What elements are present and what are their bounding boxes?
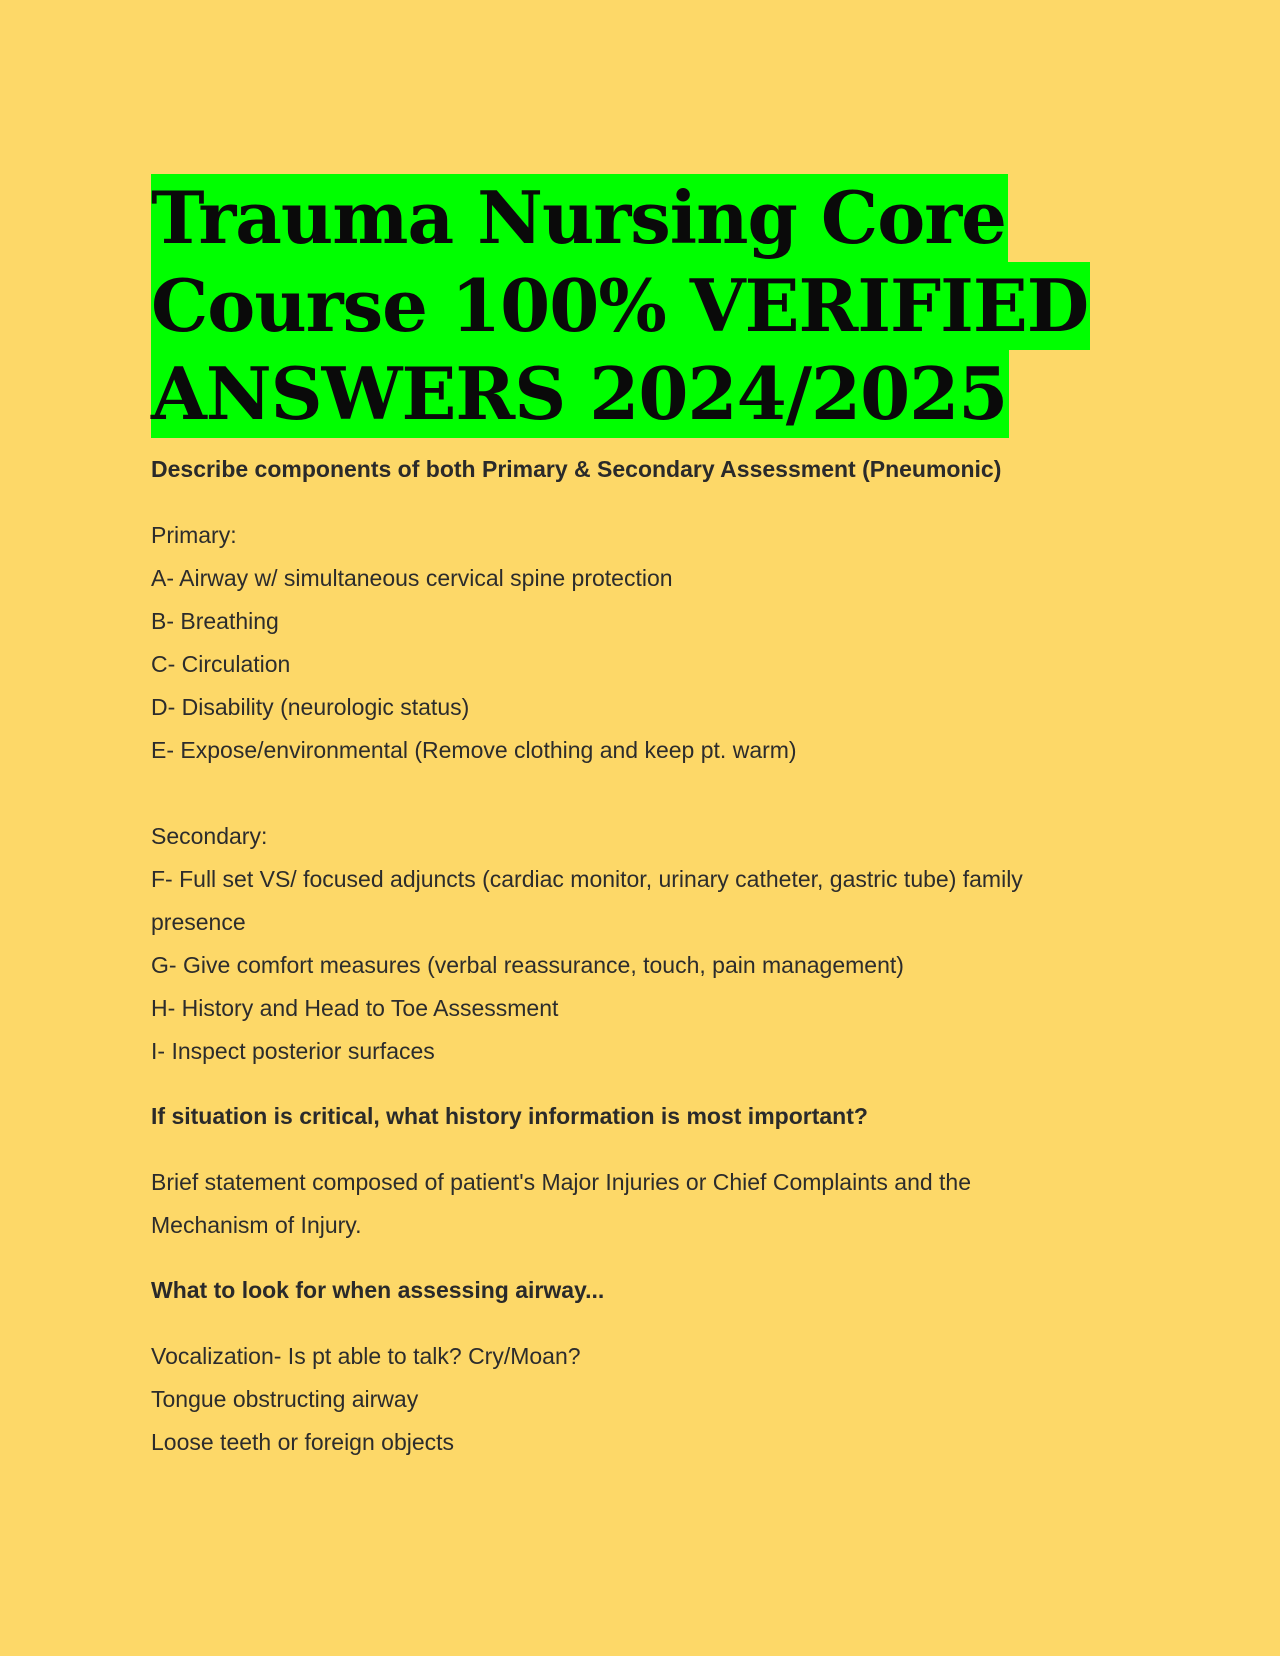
answer-1-line-10: presence	[151, 909, 246, 935]
title-line-2: Course 100% VERIFIED	[151, 263, 1089, 348]
answer-1-line-11: G- Give comfort measures (verbal reassurance, touch, pain management)	[151, 952, 904, 978]
answer-3	[151, 1335, 1131, 1464]
answer-1-line-3: B- Breathing	[151, 608, 279, 634]
answer-1-line-8: Secondary:	[151, 823, 268, 849]
answer-1-line-12: H- History and Head to Toe Assessment	[151, 995, 559, 1021]
title-line-3: ANSWERS 2024/2025	[151, 351, 1008, 436]
answer-1-line-1: Primary:	[151, 522, 237, 548]
answer-1-line-6: E- Expose/environmental (Remove clothing and keep pt. warm)	[151, 737, 797, 763]
title-line-1: Trauma Nursing Core	[151, 175, 1006, 260]
answer-2-line-1: Brief statement composed of patient's Major Injuries or Chief Complaints and the	[151, 1169, 972, 1195]
answer-3-line-1: Vocalization- Is pt able to talk? Cry/Moan?	[151, 1343, 581, 1369]
answer-1-line-9: F- Full set VS/ focused adjuncts (cardiac monitor, urinary catheter, gastric tube) family	[151, 866, 1023, 892]
answer-1-line-4: C- Circulation	[151, 651, 291, 677]
document-title	[151, 174, 1131, 438]
answer-1-line-13: I- Inspect posterior surfaces	[151, 1038, 435, 1064]
answer-1-line-5: D- Disability (neurologic status)	[151, 694, 470, 720]
answer-3-line-2: Tongue obstructing airway	[151, 1386, 419, 1412]
document-page	[151, 174, 1131, 1464]
answer-1-line-2: A- Airway w/ simultaneous cervical spine protection	[151, 565, 673, 591]
question-3: What to look for when assessing airway...	[151, 1277, 605, 1303]
answer-1	[151, 514, 1131, 1073]
answer-3-line-3: Loose teeth or foreign objects	[151, 1429, 455, 1455]
answer-2-line-2: Mechanism of Injury.	[151, 1212, 362, 1238]
question-2: If situation is critical, what history information is most important?	[151, 1103, 868, 1129]
answer-2	[151, 1161, 1131, 1247]
answer-1-spacer	[151, 772, 1131, 815]
question-1: Describe components of both Primary & Secondary Assessment (Pneumonic)	[151, 456, 1002, 482]
